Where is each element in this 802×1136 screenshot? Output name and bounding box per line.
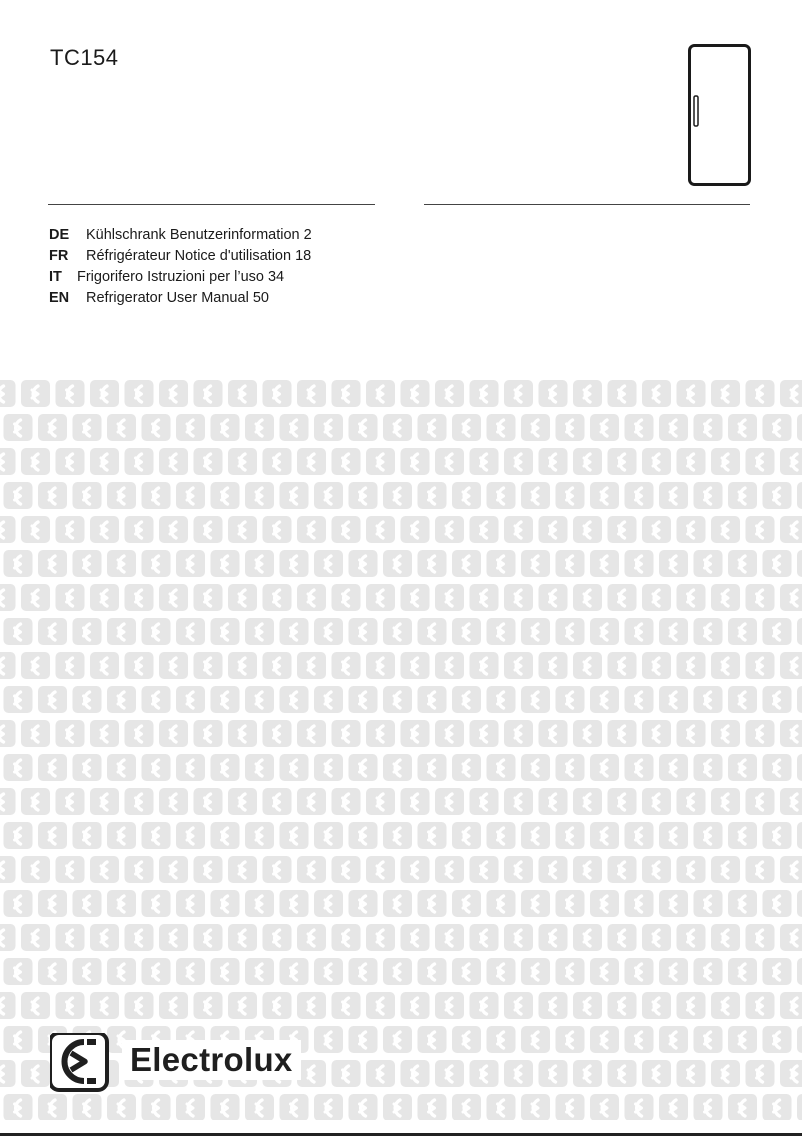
divider-right [424, 204, 750, 205]
language-title: Frigorifero Istruzioni per l’uso 34 [77, 269, 285, 285]
divider-left [48, 204, 375, 205]
language-code: EN [49, 290, 70, 306]
language-code: FR [49, 248, 69, 264]
brand-wordmark: Electrolux [122, 1040, 301, 1080]
language-title: Réfrigérateur Notice d'utilisation 18 [86, 248, 312, 264]
language-entry-en[interactable] [49, 288, 312, 309]
model-number: TC154 [50, 45, 119, 70]
language-title: Refrigerator User Manual 50 [86, 290, 269, 306]
language-entry-it[interactable] [49, 267, 312, 288]
language-title: Kühlschrank Benutzerinformation 2 [86, 227, 312, 243]
language-code: IT [49, 269, 62, 285]
language-index [49, 225, 312, 309]
language-code: DE [49, 227, 70, 243]
language-entry-fr[interactable] [49, 246, 312, 267]
electrolux-emblem-pattern [0, 375, 802, 1120]
fridge-outline-icon [688, 44, 752, 186]
language-entry-de[interactable] [49, 225, 312, 246]
